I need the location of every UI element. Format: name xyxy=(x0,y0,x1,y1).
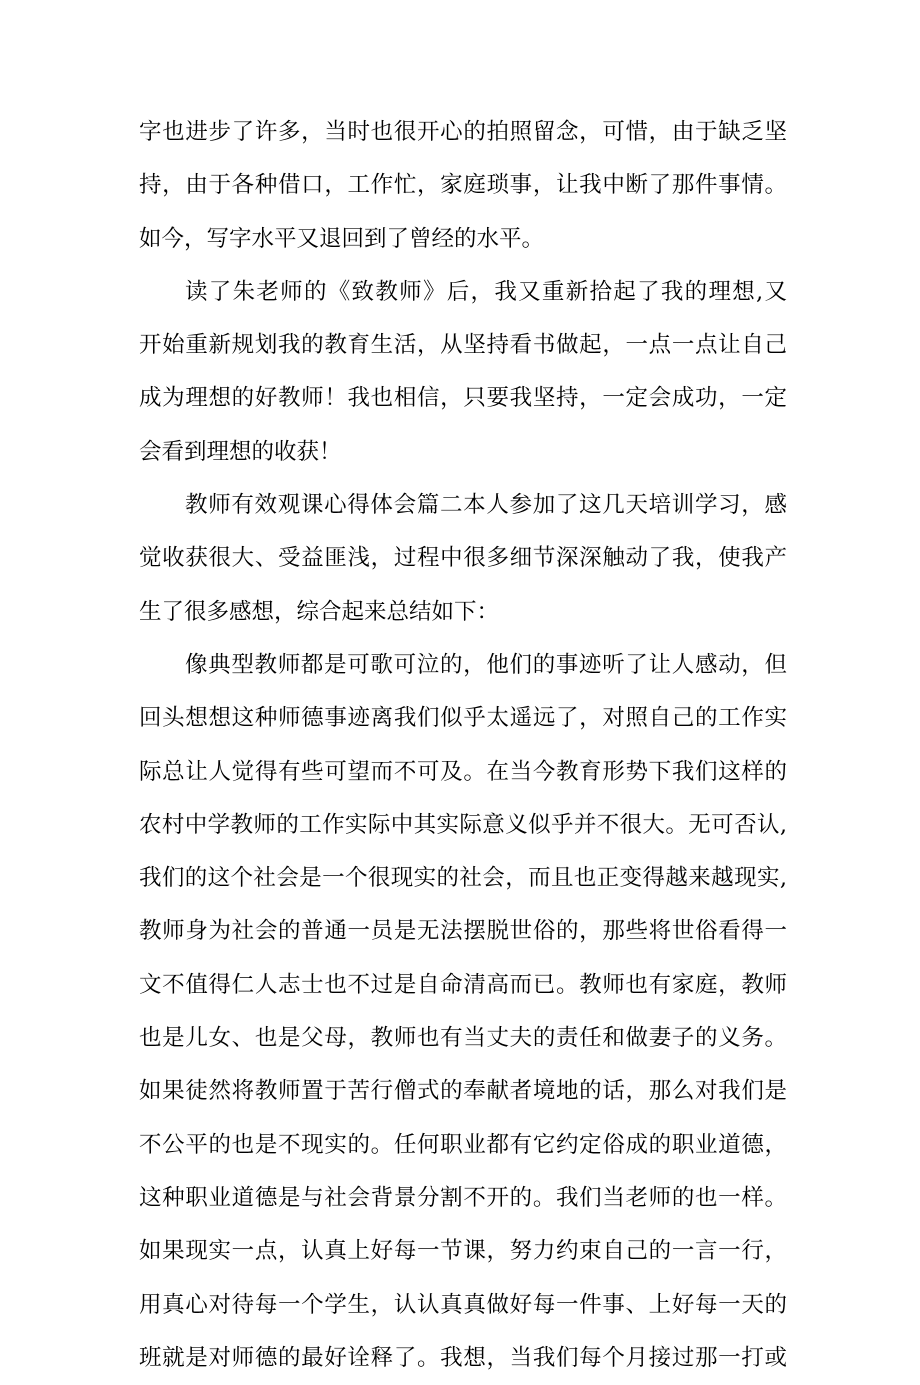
text-line: 觉收获很大、受益匪浅，过程中很多细节深深触动了我，使我产 xyxy=(139,545,787,572)
text-line: 如果现实一点，认真上好每一节课，努力约束自己的一言一行， xyxy=(139,1238,787,1265)
text-line: 农村中学教师的工作实际中其实际意义似乎并不很大。无可否认, xyxy=(139,811,787,838)
text-line: 字也进步了许多，当时也很开心的拍照留念，可惜，由于缺乏坚 xyxy=(139,119,787,145)
text-line: 生了很多感想，综合起来总结如下： xyxy=(139,598,500,625)
text-line: 班就是对师德的最好诠释了。我想，当我们每个月接过那一打或 xyxy=(139,1344,787,1371)
text-line: 不公平的也是不现实的。任何职业都有它约定俗成的职业道德， xyxy=(139,1131,787,1158)
text-line: 像典型教师都是可歌可泣的，他们的事迹听了让人感动，但 xyxy=(185,651,787,678)
text-line: 持，由于各种借口，工作忙，家庭琐事，让我中断了那件事情。 xyxy=(139,172,787,199)
text-line: 如今，写字水平又退回到了曾经的水平。 xyxy=(139,225,545,252)
text-line: 教师身为社会的普通一员是无法摆脱世俗的，那些将世俗看得一 xyxy=(139,918,787,945)
text-line: 用真心对待每一个学生，认认真真做好每一件事、上好每一天的 xyxy=(139,1291,787,1318)
document-body xyxy=(139,106,787,1385)
text-line: 际总让人觉得有些可望而不可及。在当今教育形势下我们这样的 xyxy=(139,758,787,785)
text-line: 我们的这个社会是一个很现实的社会，而且也正变得越来越现实, xyxy=(139,865,787,892)
text-line: 这种职业道德是与社会背景分割不开的。我们当老师的也一样。 xyxy=(139,1184,787,1211)
text-line: 教师有效观课心得体会篇二本人参加了这几天培训学习，感 xyxy=(185,492,787,519)
text-line: 也是儿女、也是父母，教师也有当丈夫的责任和做妻子的义务。 xyxy=(139,1025,787,1052)
text-line: 读了朱老师的《致教师》后，我又重新拾起了我的理想,又 xyxy=(185,278,787,305)
text-line: 文不值得仁人志士也不过是自命清高而已。教师也有家庭，教师 xyxy=(139,971,787,998)
text-line: 如果徒然将教师置于苦行僧式的奉献者境地的话，那么对我们是 xyxy=(139,1078,787,1105)
text-line: 回头想想这种师德事迹离我们似乎太遥远了，对照自己的工作实 xyxy=(139,705,787,732)
text-line: 会看到理想的收获！ xyxy=(139,438,342,465)
text-line: 成为理想的好教师！我也相信，只要我坚持，一定会成功，一定 xyxy=(139,385,787,412)
text-line: 开始重新规划我的教育生活，从坚持看书做起，一点一点让自己 xyxy=(139,332,787,359)
